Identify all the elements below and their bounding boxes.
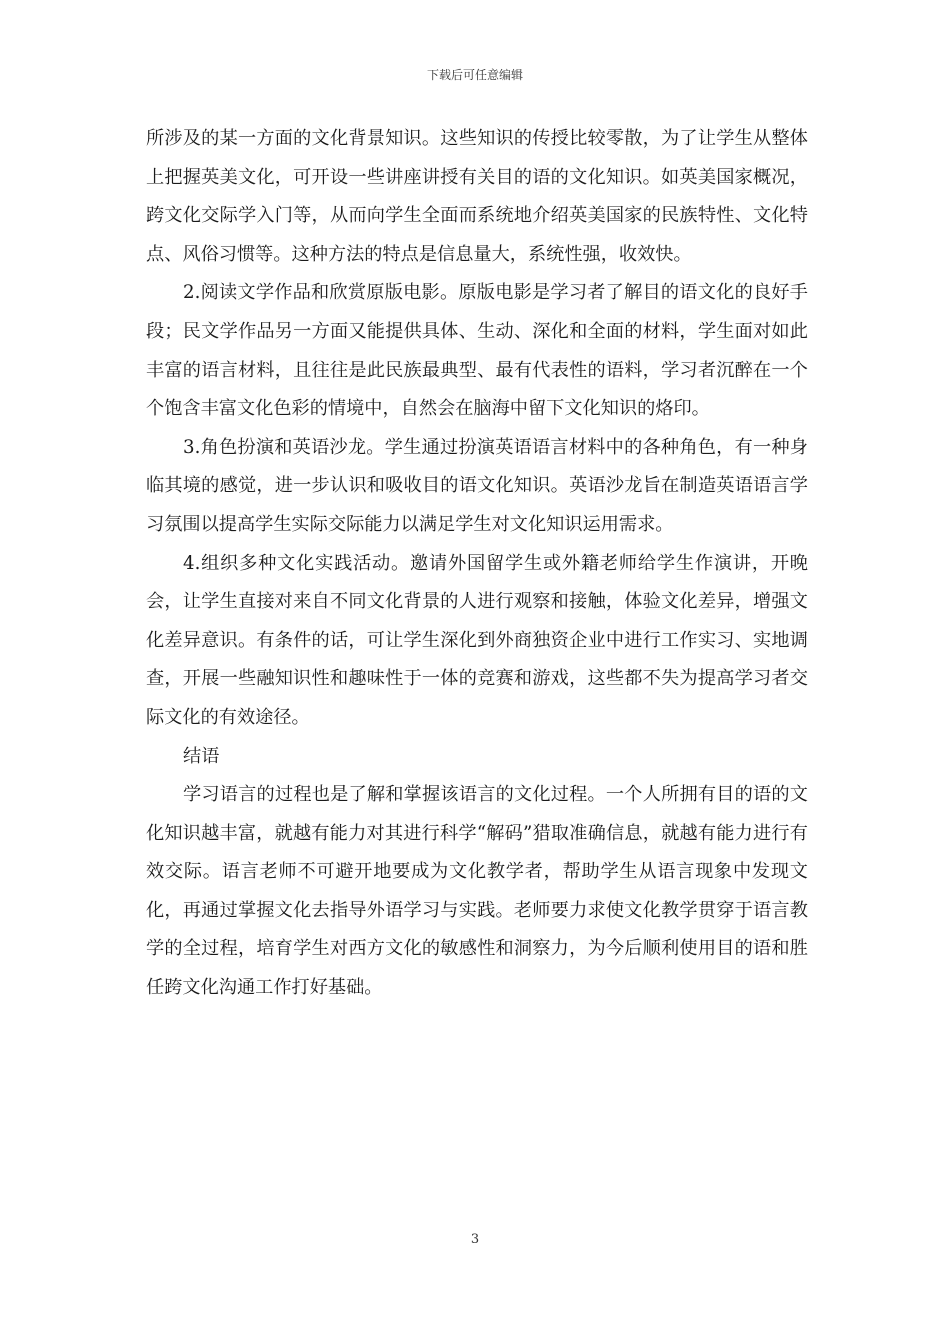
page-header: 下载后可任意编辑 [426, 68, 523, 82]
body-paragraph-item-3: 3.角色扮演和英语沙龙。学生通过扮演英语语言材料中的各种角色，有一种身临其境的感觉，进一步认识和吸收目的语文化知识。英语沙龙旨在制造英语语言学习氛围以提高学生实际交际能力以满足学生对文化知识运用需求。 [146, 436, 808, 535]
body-paragraph-continuation: 所涉及的某一方面的文化背景知识。这些知识的传授比较零散，为了让学生从整体上把握英美文化，可开设一些讲座讲授有关目的语的文化知识。如英美国家概况，跨文化交际学入门等，从而向学生全面而系统地介绍英美国家的民族特性、文化特点、风俗习惯等。这种方法的特点是信息量大，系统性强，收效快。 [146, 128, 808, 265]
body-paragraph-item-2: 2.阅读文学作品和欣赏原版电影。原版电影是学习者了解目的语文化的良好手段；民文学作品另一方面又能提供具体、生动、深化和全面的材料，学生面对如此丰富的语言材料，且往往是此民族最典型、最有代表性的语料，学习者沉醉在一个个饱含丰富文化色彩的情境中，自然会在脑海中留下文化知识的烙印。 [146, 282, 808, 420]
section-heading: 结语 [183, 745, 220, 767]
body-paragraph-item-4: 4.组织多种文化实践活动。邀请外国留学生或外籍老师给学生作演讲，开晚会，让学生直接对来自不同文化背景的人进行观察和接触，体验文化差异，增强文化差异意识。有条件的话，可让学生深化到外商独资企业中进行工作实习、实地调查，开展一些融知识性和趣味性于一体的竞赛和游戏，这些都不失为提高学习者交际文化的有效途径。 [146, 552, 808, 728]
page-number: 3 [470, 1232, 480, 1247]
conclusion-paragraph: 学习语言的过程也是了解和掌握该语言的文化过程。一个人所拥有目的语的文化知识越丰富，就越有能力对其进行科学“解码”猎取准确信息，就越有能力进行有效交际。语言老师不可避开地要成为文化教学者，帮助学生从语言现象中发现文化，再通过掌握文化去指导外语学习与实践。老师要力求使文化教学贯穿于语言教学的全过程，培育学生对西方文化的敏感性和洞察力，为今后顺利使用目的语和胜任跨文化沟通工作打好基础。 [146, 784, 808, 999]
document-body [146, 120, 808, 1008]
